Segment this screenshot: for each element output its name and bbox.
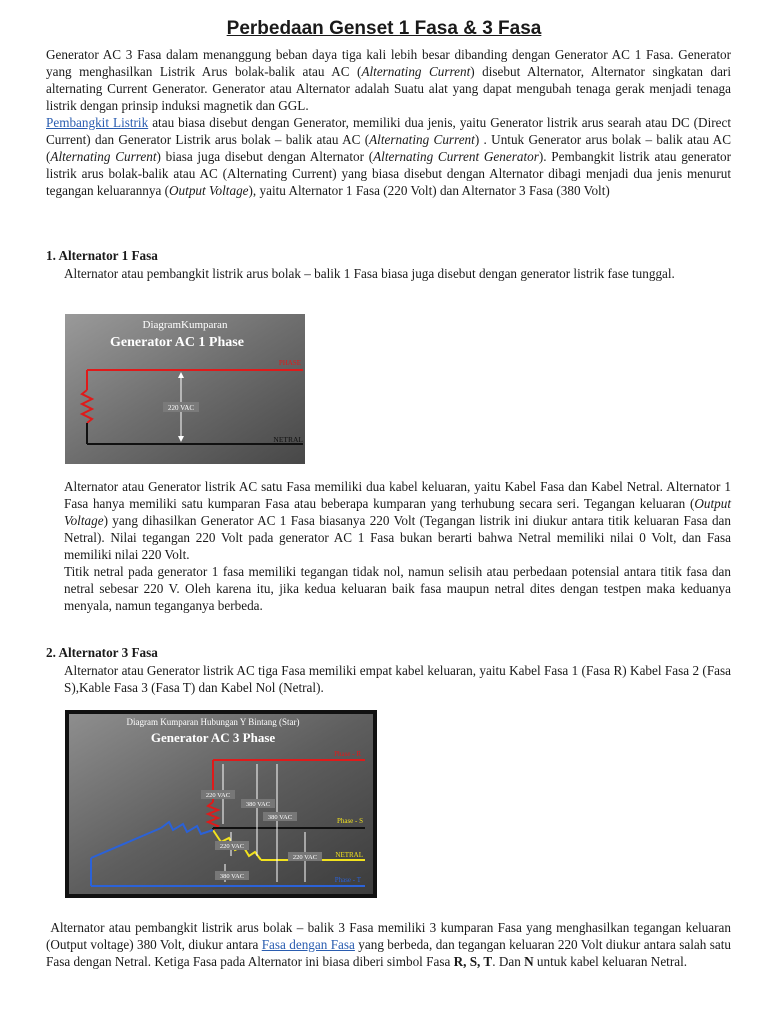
section-2-lead: Alternator atau Generator listrik AC tiga Fasa memiliki empat kabel keluaran, yaitu Kabel Fasa 1 (Fasa R) Kabel Fasa 2 (Fasa S),Kable Fasa 3 (Fasa T) dan Kabel Nol (Netral).	[64, 663, 731, 695]
voltage-label-6: 380 VAC	[219, 873, 245, 880]
voltage-label-5: 220 VAC	[292, 854, 318, 861]
section-1-lead: Alternator atau pembangkit listrik arus bolak – balik 1 Fasa biasa juga disebut dengan generator listrik fase tunggal.	[64, 266, 675, 281]
pembangkit-listrik-link[interactable]: Pembangkit Listrik	[46, 115, 149, 130]
fasa-dengan-fasa-link[interactable]: Fasa dengan Fasa	[261, 937, 355, 952]
phase-label: PHASE	[278, 359, 301, 367]
section-2-heading: 2. Alternator 3 Fasa	[46, 645, 158, 660]
three-phase-diagram	[65, 710, 377, 898]
section-1-paragraph-1: Alternator atau Generator listrik AC satu Fasa memiliki dua kabel keluaran, yaitu Kabel Fasa dan Kabel Netral. Alternator 1 Fasa hanya memiliki satu kumparan Fasa atau beberapa kumparan yang terhubung secara seri. Tegangan keluaran (Output Voltage) yang dihasilkan Generator AC 1 Fasa biasanya 220 Volt (Tegangan listrik ini diukur antara titik keluaran Fasa dan Netral). Nilai tegangan 220 Volt pada generator AC 1 Fasa bukan berarti bahwa Netral memiliki nilai 0 Volt, dan Fasa memiliki nilai 220 Volt.	[64, 479, 731, 562]
voltage-label: 220 VAC	[167, 404, 195, 412]
section-1-paragraph-2: Titik netral pada generator 1 fasa memiliki tegangan tidak nol, namun selisih atau perbedaan potensial antara titik fasa dan netral sebesar 220 V. Oleh karena itu, jika kedua keluaran baik fasa maupun netral dites dengan testpen maka keduanya menyala, namun teganganya berbeda.	[64, 564, 731, 613]
phase-r-label: Phase - R	[334, 750, 361, 758]
voltage-label-3: 380 VAC	[267, 814, 293, 821]
voltage-label-4: 220 VAC	[219, 843, 245, 850]
section-1-heading: 1. Alternator 1 Fasa	[46, 248, 158, 263]
phase-s-label: Phase - S	[336, 817, 363, 825]
phase-t-label: Phase - T	[334, 876, 361, 884]
intro-paragraph: Generator AC 3 Fasa dalam menanggung beban daya tiga kali lebih besar dibanding dengan Generator AC 1 Fasa. Generator yang menghasilkan Listrik Arus bolak-balik atau AC (Alternating Current) disebut Alternator, Alternator singkatan dari alternating Current Generator. Generator atau Alternator adalah Suatu alat yang dapat mengubah tenaga gerak menjadi tenaga listrik dengan prinsip induksi magnetik dan GGL. Pembangkit Listrik atau biasa disebut dengan Generator, memiliki dua jenis, yaitu Generator listrik arus searah atau DC (Direct Current) dan Generator Listrik arus bolak – balik atau AC (Alternating Current) . Untuk Generator arus bolak – balik atau AC (Alternating Current) biasa juga disebut dengan Alternator (Alternating Current Generator). Pembangkit listrik atau generator listrik arus bolak-balik atau AC (Alternating Current) yang biasa disebut dengan Alternator dibagi menjadi dua jenis menurut tegangan keluarannya (Output Voltage), yaitu Alternator 1 Fasa (220 Volt) dan Alternator 3 Fasa (380 Volt)	[46, 47, 732, 198]
single-phase-diagram	[65, 314, 305, 464]
section-2-paragraph-1: Alternator atau pembangkit listrik arus bolak – balik 3 Fasa memiliki 3 kumparan Fasa yang menghasilkan tegangan keluaran (Output voltage) 380 Volt, diukur antara Fasa dengan Fasa yang berbeda, dan tegangan keluaran 220 Volt diukur antara salah satu Fasa dengan Netral. Ketiga Fasa pada Alternator ini biasa diberi simbol Fasa R, S, T. Dan N untuk kabel keluaran Netral.	[46, 920, 731, 969]
diagram-title-line2: Generator AC 3 Phase	[150, 730, 276, 745]
neutral-label: NETRAL	[335, 851, 363, 859]
diagram-title-line1: DiagramKumparan	[142, 319, 228, 331]
voltage-label-1: 220 VAC	[205, 792, 231, 799]
neutral-label: NETRAL	[273, 435, 303, 444]
voltage-label-2: 380 VAC	[245, 801, 271, 808]
diagram-title-line2: Generator AC 1 Phase	[110, 335, 244, 350]
page-title: Perbedaan Genset 1 Fasa & 3 Fasa	[226, 18, 542, 39]
diagram-title-line1: Diagram Kumparan Hubungan Y Bintang (Star)	[126, 717, 300, 727]
